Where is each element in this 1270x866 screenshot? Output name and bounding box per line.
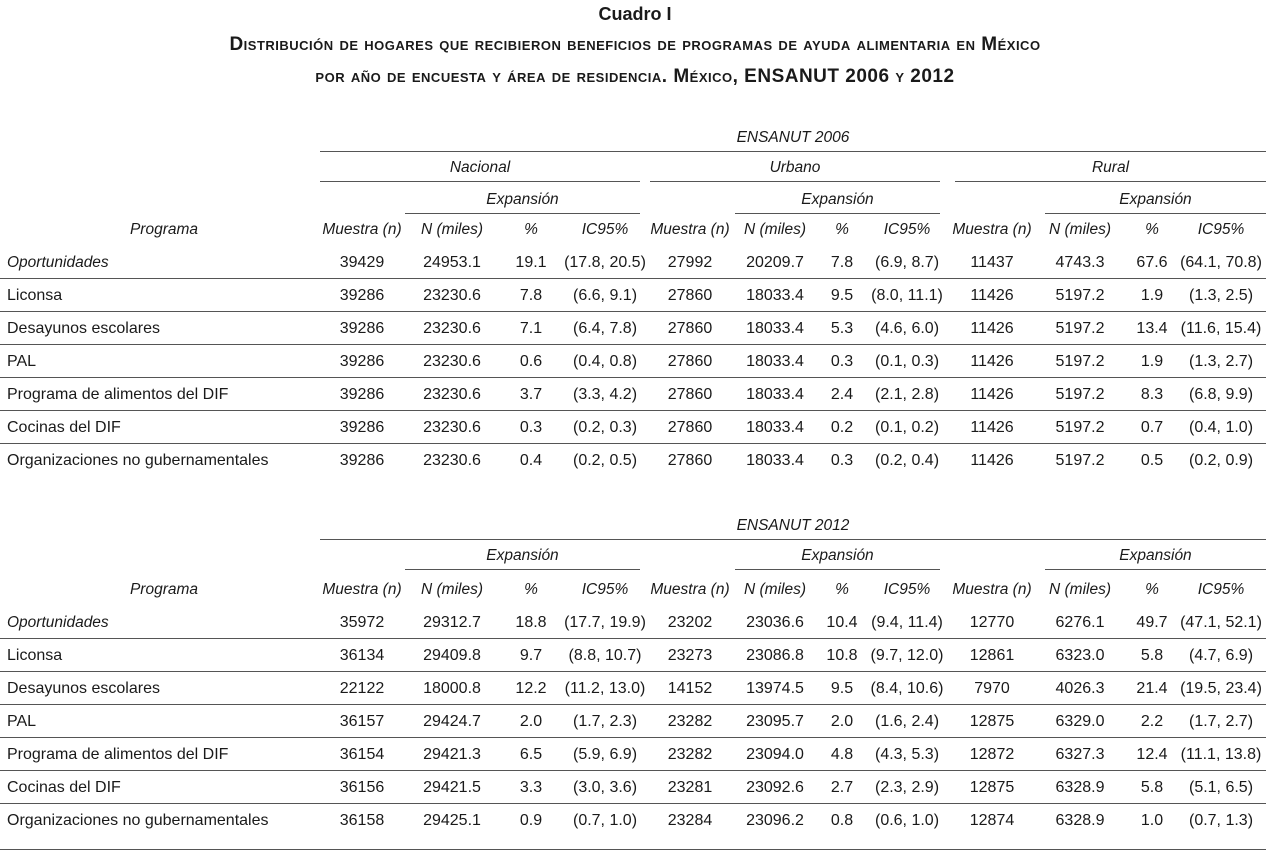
percent-header: % <box>835 221 849 238</box>
table-cell: 8.3 <box>1140 386 1164 403</box>
table-cell: 36154 <box>339 746 385 763</box>
percent-header: % <box>524 581 538 598</box>
sample-header: Muestra (n) <box>322 221 402 238</box>
table-cell: 24953.1 <box>423 254 481 271</box>
table-cell: 23202 <box>667 614 713 631</box>
area-header-urbano: Urbano <box>769 159 821 176</box>
table-cell: 67.6 <box>1136 254 1168 271</box>
expansion-header: Expansión <box>801 191 874 208</box>
program-name: Oportunidades <box>7 614 109 631</box>
table-cell: (0.1, 0.2) <box>874 419 940 436</box>
table-cell: 29409.8 <box>423 647 481 664</box>
table-cell: (0.2, 0.4) <box>874 452 940 469</box>
table-cell: 0.3 <box>830 452 854 469</box>
table-cell: 5197.2 <box>1055 419 1105 436</box>
table-cell: 12874 <box>969 812 1015 829</box>
table-cell: 11426 <box>970 386 1014 403</box>
table-cell: 36157 <box>339 713 385 730</box>
table-cell: 11426 <box>970 320 1014 337</box>
table-cell: 18033.4 <box>746 452 804 469</box>
survey-title: ENSANUT 2012 <box>736 517 850 534</box>
table-cell: (1.6, 2.4) <box>874 713 940 730</box>
table-cell: 39286 <box>339 452 385 469</box>
table-cell: 29421.3 <box>423 746 481 763</box>
table-cell: 4026.3 <box>1055 680 1105 697</box>
table-cell: 27860 <box>667 386 713 403</box>
table-cell: 23230.6 <box>423 386 481 403</box>
table-cell: (5.1, 6.5) <box>1188 779 1254 796</box>
expansion-header: Expansión <box>486 191 559 208</box>
table-cell: 1.9 <box>1140 287 1164 304</box>
table-cell: 23230.6 <box>423 419 481 436</box>
table-cell: (1.7, 2.3) <box>572 713 638 730</box>
table-cell: 12.2 <box>515 680 547 697</box>
table-cell: 12875 <box>969 713 1015 730</box>
table-cell: (0.7, 1.0) <box>572 812 638 829</box>
table-cell: 36134 <box>339 647 385 664</box>
row-rule <box>0 278 1266 279</box>
table-cell: 22122 <box>339 680 385 697</box>
table-cell: (17.7, 19.9) <box>564 614 646 631</box>
program-name: Liconsa <box>7 287 63 304</box>
ci95-header: IC95% <box>883 221 931 238</box>
table-cell: (4.6, 6.0) <box>874 320 940 337</box>
table-cell: 27860 <box>667 353 713 370</box>
table-cell: 12.4 <box>1136 746 1168 763</box>
table-cell: 23086.8 <box>746 647 804 664</box>
table-cell: 9.5 <box>830 287 854 304</box>
table-cell: 36156 <box>339 779 385 796</box>
table-cell: 3.7 <box>519 386 543 403</box>
table-cell: 12861 <box>969 647 1015 664</box>
table-cell: 39286 <box>339 419 385 436</box>
table-cell: 29425.1 <box>423 812 481 829</box>
table-cell: 23230.6 <box>423 320 481 337</box>
expansion-header: Expansión <box>1119 191 1192 208</box>
table-cell: (1.7, 2.7) <box>1188 713 1254 730</box>
table-cell: (0.4, 1.0) <box>1188 419 1254 436</box>
table-cell: 18033.4 <box>746 386 804 403</box>
table-cell: 23230.6 <box>423 353 481 370</box>
table-cell: (3.0, 3.6) <box>572 779 638 796</box>
table-cell: 6328.9 <box>1055 779 1105 796</box>
table-cell: 35972 <box>339 614 385 631</box>
table-cell: (47.1, 52.1) <box>1180 614 1262 631</box>
table-cell: 23284 <box>667 812 713 829</box>
table-cell: 4743.3 <box>1055 254 1105 271</box>
n-thousands-header: N (miles) <box>744 581 806 598</box>
n-thousands-header: N (miles) <box>1049 581 1111 598</box>
table-cell: (6.4, 7.8) <box>572 320 638 337</box>
table-cell: (4.7, 6.9) <box>1188 647 1254 664</box>
table-cell: 20209.7 <box>746 254 804 271</box>
row-rule <box>0 410 1266 411</box>
table-cell: 6.5 <box>519 746 543 763</box>
area-rule <box>320 181 640 182</box>
table-cell: 23230.6 <box>423 452 481 469</box>
table-cell: 49.7 <box>1136 614 1168 631</box>
table-cell: 36158 <box>339 812 385 829</box>
table-cell: 18033.4 <box>746 320 804 337</box>
row-rule <box>0 803 1266 804</box>
table-cell: 2.7 <box>830 779 854 796</box>
table-cell: (8.0, 11.1) <box>871 287 943 304</box>
table-cell: 5.8 <box>1140 779 1164 796</box>
row-rule <box>0 377 1266 378</box>
table-cell: 11426 <box>970 353 1014 370</box>
table-cell: 6327.3 <box>1055 746 1105 763</box>
table-cell: 5197.2 <box>1055 386 1105 403</box>
table-cell: (0.1, 0.3) <box>874 353 940 370</box>
table-cell: (0.2, 0.5) <box>572 452 638 469</box>
table-cell: (11.6, 15.4) <box>1180 320 1262 337</box>
table-title-line-2: por año de encuesta y área de residencia. México, ENSANUT 2006 y 2012 <box>315 66 955 87</box>
table-cell: (6.9, 8.7) <box>874 254 940 271</box>
table-cell: (6.8, 9.9) <box>1188 386 1254 403</box>
program-header: Programa <box>129 581 199 598</box>
table-cell: (17.8, 20.5) <box>564 254 646 271</box>
table-cell: 0.9 <box>519 812 543 829</box>
table-cell: 21.4 <box>1136 680 1168 697</box>
table-cell: 0.5 <box>1140 452 1164 469</box>
table-cell: 23282 <box>667 713 713 730</box>
table-cell: 29424.7 <box>423 713 481 730</box>
table-cell: (3.3, 4.2) <box>572 386 638 403</box>
percent-header: % <box>835 581 849 598</box>
table-cell: 27860 <box>667 419 713 436</box>
sample-header: Muestra (n) <box>650 221 730 238</box>
table-cell: 5.3 <box>830 320 854 337</box>
table-cell: 18000.8 <box>423 680 481 697</box>
program-name: Programa de alimentos del DIF <box>7 386 229 403</box>
table-cell: (19.5, 23.4) <box>1180 680 1262 697</box>
table-cell: 2.4 <box>830 386 854 403</box>
table-cell: (0.2, 0.3) <box>572 419 638 436</box>
table-cell: 23036.6 <box>746 614 804 631</box>
table-cell: 12872 <box>969 746 1015 763</box>
expansion-rule <box>1045 569 1266 570</box>
table-cell: 23094.0 <box>746 746 804 763</box>
table-cell: (9.4, 11.4) <box>871 614 943 631</box>
table-label: Cuadro I <box>598 4 672 24</box>
percent-header: % <box>1145 581 1159 598</box>
ci95-header: IC95% <box>581 221 629 238</box>
table-cell: 27992 <box>667 254 713 271</box>
table-cell: 27860 <box>667 452 713 469</box>
table-cell: 10.8 <box>826 647 858 664</box>
table-cell: 0.3 <box>519 419 543 436</box>
program-name: Desayunos escolares <box>7 320 160 337</box>
table-cell: 39286 <box>339 353 385 370</box>
table-cell: (5.9, 6.9) <box>572 746 638 763</box>
table-cell: 13.4 <box>1136 320 1168 337</box>
row-rule <box>0 770 1266 771</box>
table-cell: 0.7 <box>1140 419 1164 436</box>
ci95-header: IC95% <box>1197 221 1245 238</box>
table-cell: (1.3, 2.5) <box>1188 287 1254 304</box>
program-name: Liconsa <box>7 647 63 664</box>
program-name: Cocinas del DIF <box>7 419 121 436</box>
table-cell: 6276.1 <box>1055 614 1105 631</box>
ci95-header: IC95% <box>581 581 629 598</box>
table-cell: 0.2 <box>830 419 854 436</box>
table-cell: (0.6, 1.0) <box>874 812 940 829</box>
survey-rule <box>320 539 1266 540</box>
table-cell: 0.8 <box>830 812 854 829</box>
program-name: Oportunidades <box>7 254 109 271</box>
table-cell: 2.0 <box>519 713 543 730</box>
table-cell: 29312.7 <box>423 614 481 631</box>
table-title-line-1: Distribución de hogares que recibieron beneficios de programas de ayuda alimentaria en México <box>229 34 1041 55</box>
row-rule <box>0 443 1266 444</box>
table-cell: 27860 <box>667 287 713 304</box>
expansion-header: Expansión <box>486 547 559 564</box>
table-cell: 39286 <box>339 386 385 403</box>
area-rule <box>955 181 1266 182</box>
sample-header: Muestra (n) <box>322 581 402 598</box>
table-cell: 27860 <box>667 320 713 337</box>
table-cell: 2.0 <box>830 713 854 730</box>
table-bottom-rule <box>0 849 1266 850</box>
table-cell: 11426 <box>970 287 1014 304</box>
table-cell: 10.4 <box>826 614 858 631</box>
table-cell: 7.8 <box>830 254 854 271</box>
n-thousands-header: N (miles) <box>744 221 806 238</box>
table-cell: 7.1 <box>519 320 543 337</box>
ci95-header: IC95% <box>1197 581 1245 598</box>
table-cell: 6323.0 <box>1055 647 1105 664</box>
area-header-nacional: Nacional <box>449 159 511 176</box>
table-cell: 23282 <box>667 746 713 763</box>
table-cell: (6.6, 9.1) <box>572 287 638 304</box>
table-cell: 39286 <box>339 320 385 337</box>
percent-header: % <box>1145 221 1159 238</box>
table-cell: 9.5 <box>830 680 854 697</box>
expansion-header: Expansión <box>1119 547 1192 564</box>
row-rule <box>0 704 1266 705</box>
survey-rule <box>320 151 1266 152</box>
row-rule <box>0 671 1266 672</box>
table-cell: 1.9 <box>1140 353 1164 370</box>
table-cell: (0.4, 0.8) <box>572 353 638 370</box>
n-thousands-header: N (miles) <box>1049 221 1111 238</box>
table-cell: 23230.6 <box>423 287 481 304</box>
table-cell: 0.3 <box>830 353 854 370</box>
table-cell: 39286 <box>339 287 385 304</box>
table-cell: 14152 <box>667 680 713 697</box>
table-cell: 12875 <box>969 779 1015 796</box>
row-rule <box>0 311 1266 312</box>
table-cell: 29421.5 <box>423 779 481 796</box>
table-cell: (4.3, 5.3) <box>874 746 940 763</box>
table-cell: (2.1, 2.8) <box>874 386 940 403</box>
program-name: Organizaciones no gubernamentales <box>7 452 269 469</box>
table-cell: 23095.7 <box>746 713 804 730</box>
table-cell: 23273 <box>667 647 713 664</box>
expansion-header: Expansión <box>801 547 874 564</box>
sample-header: Muestra (n) <box>650 581 730 598</box>
table-cell: 6329.0 <box>1055 713 1105 730</box>
table-cell: 6328.9 <box>1055 812 1105 829</box>
table-cell: 18.8 <box>515 614 547 631</box>
table-cell: 23092.6 <box>746 779 804 796</box>
table-cell: 7.8 <box>519 287 543 304</box>
table-cell: 18033.4 <box>746 353 804 370</box>
table-cell: (11.1, 13.8) <box>1180 746 1262 763</box>
program-name: Desayunos escolares <box>7 680 160 697</box>
table-cell: 5197.2 <box>1055 287 1105 304</box>
table-cell: 4.8 <box>830 746 854 763</box>
table-cell: 2.2 <box>1140 713 1164 730</box>
table-cell: 7970 <box>974 680 1010 697</box>
table-cell: 5197.2 <box>1055 452 1105 469</box>
n-thousands-header: N (miles) <box>421 221 483 238</box>
table-cell: 0.6 <box>519 353 543 370</box>
program-header: Programa <box>129 221 199 238</box>
table-cell: 13974.5 <box>746 680 804 697</box>
expansion-rule <box>405 213 640 214</box>
table-cell: (1.3, 2.7) <box>1188 353 1254 370</box>
expansion-rule <box>405 569 640 570</box>
ci95-header: IC95% <box>883 581 931 598</box>
table-cell: 11426 <box>970 419 1014 436</box>
table-cell: (2.3, 2.9) <box>874 779 940 796</box>
program-name: PAL <box>7 353 37 370</box>
program-name: Cocinas del DIF <box>7 779 121 796</box>
row-rule <box>0 737 1266 738</box>
survey-title: ENSANUT 2006 <box>736 129 850 146</box>
percent-header: % <box>524 221 538 238</box>
sample-header: Muestra (n) <box>952 221 1032 238</box>
table-cell: (8.4, 10.6) <box>870 680 944 697</box>
table-cell: (8.8, 10.7) <box>568 647 642 664</box>
table-cell: 11437 <box>970 254 1014 271</box>
program-name: Organizaciones no gubernamentales <box>7 812 269 829</box>
table-cell: (64.1, 70.8) <box>1180 254 1262 271</box>
program-name: PAL <box>7 713 37 730</box>
table-cell: (11.2, 13.0) <box>564 680 646 697</box>
table-cell: 5197.2 <box>1055 353 1105 370</box>
table-cell: 18033.4 <box>746 419 804 436</box>
table-cell: 18033.4 <box>746 287 804 304</box>
table-cell: 12770 <box>969 614 1015 631</box>
table-cell: 0.4 <box>519 452 543 469</box>
table-cell: 19.1 <box>515 254 547 271</box>
area-header-rural: Rural <box>1091 159 1130 176</box>
table-cell: 11426 <box>970 452 1014 469</box>
expansion-rule <box>735 569 940 570</box>
table-cell: 1.0 <box>1140 812 1164 829</box>
table-cell: (0.2, 0.9) <box>1188 452 1254 469</box>
row-rule <box>0 638 1266 639</box>
expansion-rule <box>735 213 940 214</box>
n-thousands-header: N (miles) <box>421 581 483 598</box>
table-cell: 23096.2 <box>746 812 804 829</box>
expansion-rule <box>1045 213 1266 214</box>
area-rule <box>650 181 940 182</box>
table-cell: (9.7, 12.0) <box>870 647 944 664</box>
table-cell: 9.7 <box>519 647 543 664</box>
table-cell: 3.3 <box>519 779 543 796</box>
table-cell: 23281 <box>667 779 713 796</box>
sample-header: Muestra (n) <box>952 581 1032 598</box>
table-cell: 39429 <box>339 254 385 271</box>
table-cell: 5.8 <box>1140 647 1164 664</box>
row-rule <box>0 344 1266 345</box>
program-name: Programa de alimentos del DIF <box>7 746 229 763</box>
table-cell: 5197.2 <box>1055 320 1105 337</box>
table-cell: (0.7, 1.3) <box>1188 812 1254 829</box>
